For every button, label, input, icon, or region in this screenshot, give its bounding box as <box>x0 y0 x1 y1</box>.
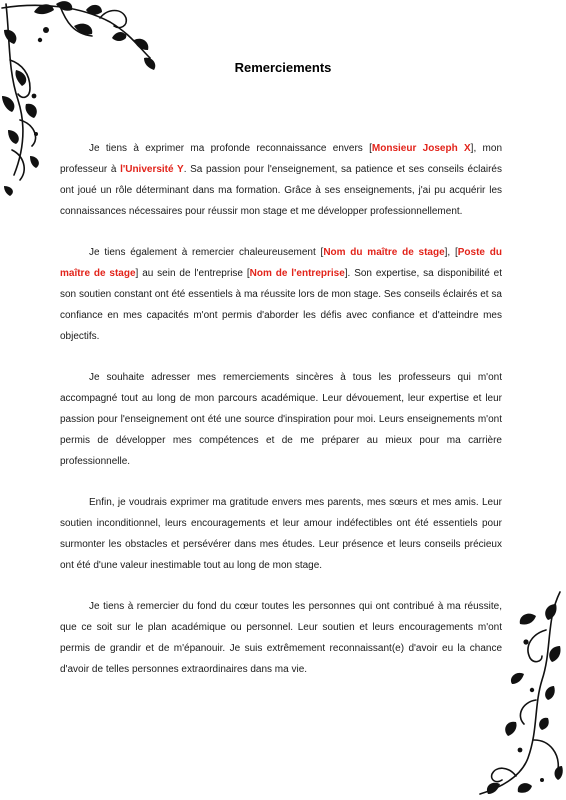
paragraph-text: . Sa passion pour l'enseignement, sa patience et ses conseils éclairés ont joué un rôle déterminant dans ma formation. Grâce à ses enseignements, j'ai pu acquérir les connaissances nécessaires pour réussir mon stage et me développer professionnellement. <box>60 164 502 217</box>
paragraph-text: ], [ <box>444 247 458 258</box>
paragraph-3: Je souhaite adresser mes remerciements sincères à tous les professeurs qui m'ont accompagné tout au long de mon parcours académique. Leur dévouement, leur expertise et leur passion pour l'enseignement ont été une source d'inspiration pour moi. Leurs enseignements m'ont permis de développer mes compétences et de me préparer au mieux pour ma carrière professionnelle. <box>60 372 502 467</box>
document-body <box>60 138 502 700</box>
placeholder-supervisor-name: Nom du maître de stage <box>323 247 445 258</box>
paragraph-5: Je tiens à remercier du fond du cœur toutes les personnes qui ont contribué à ma réussite, que ce soit sur le plan académique ou personnel. Leur soutien et leurs encouragements m'ont permis de grandir et de m'épanouir. Je suis extrêmement reconnaissant(e) d'avoir eu la chance d'avoir de telles personnes extraordinaires dans ma vie. <box>60 601 502 675</box>
paragraph-text: Je tiens à exprimer ma profonde reconnaissance envers [ <box>89 143 372 154</box>
paragraph-1 <box>60 138 502 222</box>
paragraph-4: Enfin, je voudrais exprimer ma gratitude envers mes parents, mes sœurs et mes amis. Leur soutien inconditionnel, leurs encouragements et leur amour indéfectibles ont été essentiels pour surmonter les obstacles et persévérer dans mes études. Leur présence et leurs conseils précieux ont été d'une valeur inestimable tout au long de mon stage. <box>60 497 502 571</box>
placeholder-supervisor-position: Poste du maître de stage <box>60 247 502 279</box>
placeholder-professor-name: Monsieur Joseph X <box>371 143 471 154</box>
placeholder-university: l'Université Y <box>120 164 184 175</box>
paragraph-2 <box>60 242 502 347</box>
paragraph-text: ], mon professeur à <box>60 143 502 175</box>
paragraph-text: ]. Son expertise, sa disponibilité et son soutien constant ont été essentiels à ma réussite lors de mon stage. Ses conseils éclairés et sa confiance en mes capacités m'ont permis d'aborder les défis avec confiance et d'atteindre mes objectifs. <box>60 268 502 342</box>
placeholder-company-name: Nom de l'entreprise <box>249 268 345 279</box>
paragraph-text: Je tiens également à remercier chaleureusement [ <box>89 247 324 258</box>
page-title: Remerciements <box>234 60 332 75</box>
paragraph-text: ] au sein de l'entreprise [ <box>135 268 250 279</box>
